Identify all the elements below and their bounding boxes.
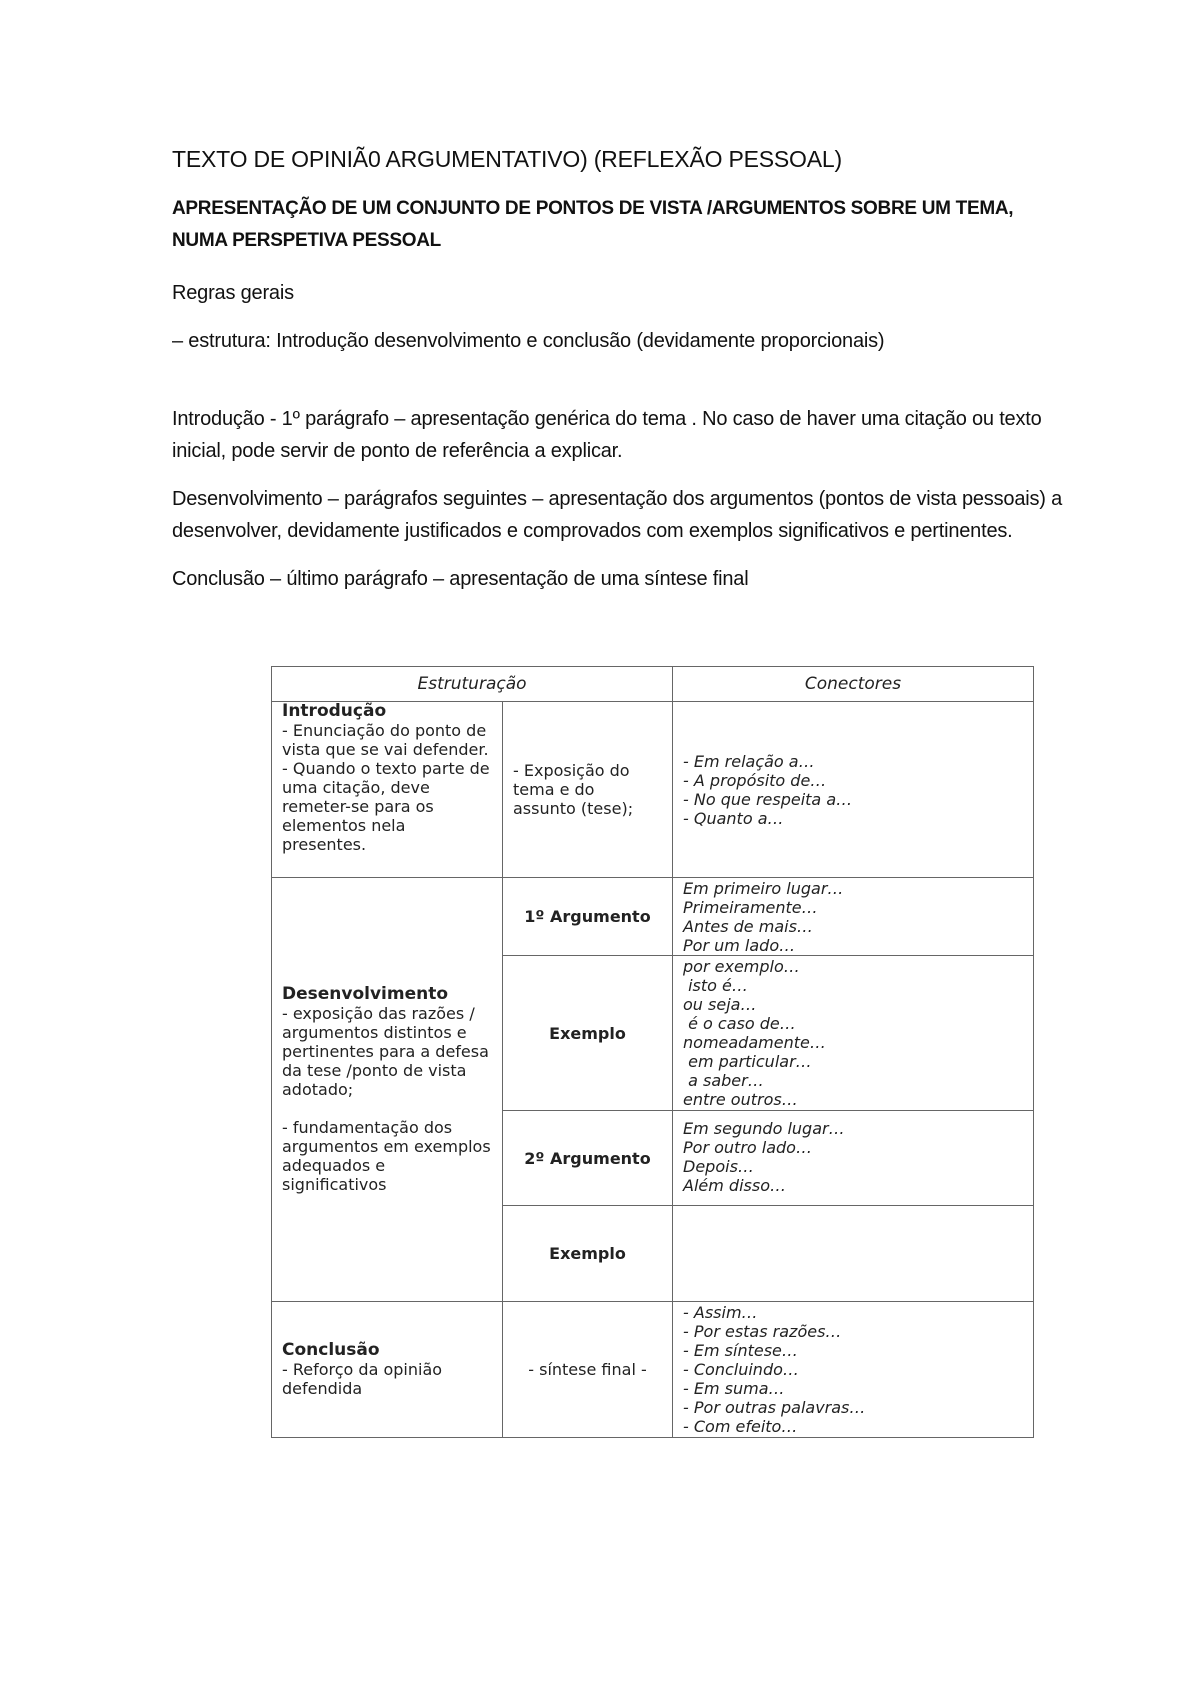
connector: - Por outras palavras… bbox=[683, 1398, 866, 1417]
connector: - No que respeita a… bbox=[683, 789, 853, 809]
connector: é o caso de… bbox=[683, 1014, 796, 1033]
connector: nomeadamente… bbox=[683, 1033, 826, 1052]
development-cell bbox=[272, 878, 503, 1302]
connector: Antes de mais… bbox=[683, 916, 813, 936]
connector: - Com efeito… bbox=[683, 1417, 798, 1436]
table-row-conclusion bbox=[272, 1302, 1034, 1438]
document-body bbox=[172, 146, 1072, 611]
connector: - Em síntese… bbox=[683, 1341, 798, 1360]
document-subtitle: APRESENTAÇÃO DE UM CONJUNTO DE PONTOS DE VISTA /ARGUMENTOS SOBRE UM TEMA, NUMA PERSPETIVA PESSOAL bbox=[172, 198, 1014, 251]
connector: a saber… bbox=[683, 1071, 764, 1090]
structure-table bbox=[271, 666, 1034, 1438]
connector: Primeiramente… bbox=[683, 897, 818, 917]
arg1-connectors-cell bbox=[673, 878, 1034, 956]
connector: Por outro lado… bbox=[683, 1138, 812, 1157]
connector: - Em relação a… bbox=[683, 751, 815, 771]
arg2-connectors-cell bbox=[673, 1111, 1034, 1206]
intro-cell bbox=[272, 702, 503, 878]
example1-label: Exemplo bbox=[503, 956, 673, 1111]
intro-connectors-cell bbox=[673, 702, 1034, 878]
intro-desc: - Enunciação do ponto de vista que se vai defender. - Quando o texto parte de uma citação, deve remeter-se para os elementos nela presentes. bbox=[282, 721, 490, 854]
connector: ou seja… bbox=[683, 995, 757, 1014]
conclusion-desc: - Reforço da opinião defendida bbox=[282, 1360, 443, 1398]
connector: - Por estas razões… bbox=[683, 1322, 842, 1341]
development-desc-2: - fundamentação dos argumentos em exemplos adequados e significativos bbox=[282, 1118, 491, 1194]
connector: Depois… bbox=[683, 1157, 754, 1176]
conclusion-cell bbox=[272, 1302, 503, 1438]
arg2-label: 2º Argumento bbox=[503, 1111, 673, 1206]
table-row-arg1 bbox=[272, 878, 1034, 956]
intro-middle: - Exposição do tema e do assunto (tese); bbox=[513, 761, 634, 818]
development-title: Desenvolvimento bbox=[282, 984, 449, 1004]
development-paragraph: Desenvolvimento – parágrafos seguintes – apresentação dos argumentos (pontos de vista pessoais) a desenvolver, devidamente justificados e comprovados com exemplos significativos e pertinentes. bbox=[172, 488, 1063, 542]
connector: isto é… bbox=[683, 976, 748, 995]
conclusion-paragraph: Conclusão – último parágrafo – apresentação de uma síntese final bbox=[172, 568, 749, 590]
connector: entre outros… bbox=[683, 1090, 798, 1109]
example2-connectors-cell bbox=[673, 1206, 1034, 1302]
connector: - Em suma… bbox=[683, 1379, 785, 1398]
connector: Por um lado… bbox=[683, 935, 796, 955]
connector: em particular… bbox=[683, 1052, 812, 1071]
connector: - Concluindo… bbox=[683, 1360, 799, 1379]
connector: - A propósito de… bbox=[683, 770, 827, 790]
rules-heading: Regras gerais bbox=[172, 282, 294, 304]
header-structure: Estruturação bbox=[272, 667, 673, 702]
arg1-label: 1º Argumento bbox=[503, 878, 673, 956]
connector: por exemplo… bbox=[683, 957, 800, 976]
intro-paragraph: Introdução - 1º parágrafo – apresentação genérica do tema . No caso de haver uma citação ou texto inicial, pode servir de ponto de referência a explicar. bbox=[172, 408, 1042, 462]
conclusion-title: Conclusão bbox=[282, 1340, 380, 1360]
conclusion-middle: - síntese final - bbox=[503, 1302, 673, 1438]
header-connectors: Conectores bbox=[673, 667, 1034, 702]
document-title: TEXTO DE OPINIÃ0 ARGUMENTATIVO) (REFLEXÃO PESSOAL) bbox=[172, 146, 842, 172]
intro-middle-cell bbox=[503, 702, 673, 878]
connector: Além disso… bbox=[683, 1176, 786, 1195]
intro-title: Introdução bbox=[282, 701, 387, 721]
connector: - Quanto a… bbox=[683, 808, 784, 828]
structure-table-image bbox=[271, 666, 1034, 1436]
development-desc-1: - exposição das razões / argumentos distintos e pertinentes para a defesa da tese /ponto de vista adotado; bbox=[282, 1004, 489, 1099]
connector: Em primeiro lugar… bbox=[683, 878, 844, 898]
structure-line: – estrutura: Introdução desenvolvimento e conclusão (devidamente proporcionais) bbox=[172, 330, 885, 352]
table-header-row bbox=[272, 667, 1034, 702]
connector: Em segundo lugar… bbox=[683, 1119, 845, 1138]
example2-label: Exemplo bbox=[503, 1206, 673, 1302]
example1-connectors-cell bbox=[673, 956, 1034, 1111]
spacer bbox=[172, 373, 1072, 403]
connector: - Assim… bbox=[683, 1303, 758, 1322]
conclusion-connectors-cell bbox=[673, 1302, 1034, 1438]
table-row-intro bbox=[272, 702, 1034, 878]
